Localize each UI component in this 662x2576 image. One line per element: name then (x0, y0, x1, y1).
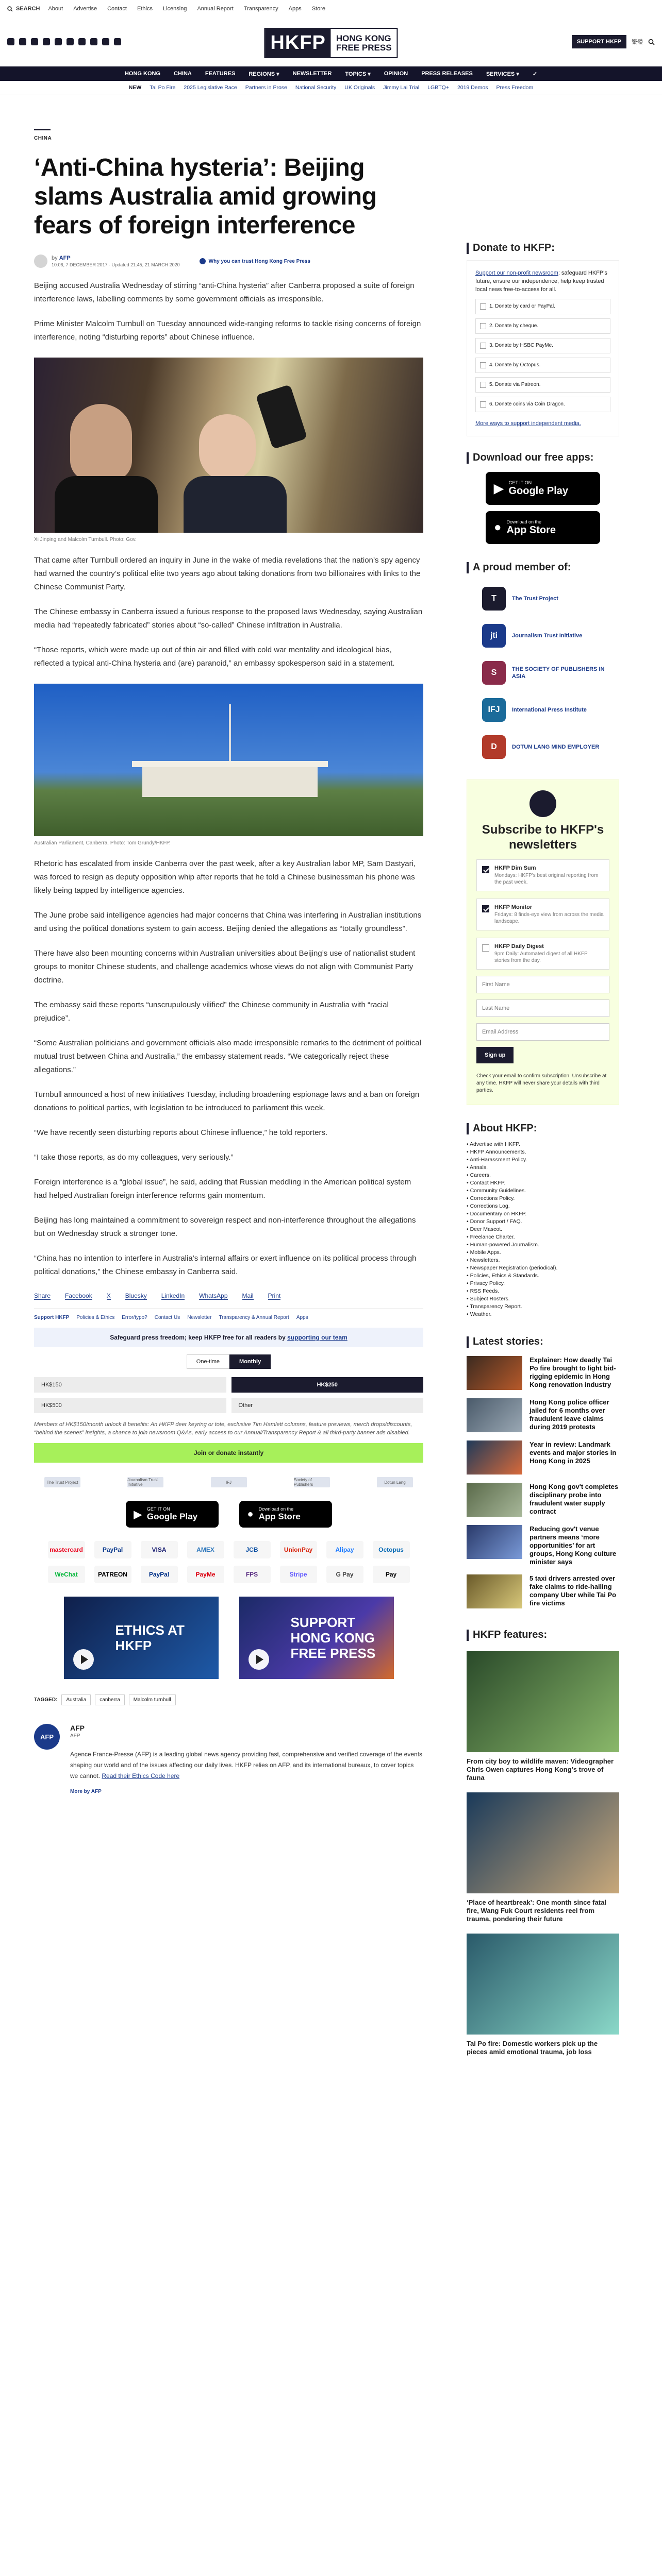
newsletter-option-text (494, 865, 604, 886)
util-link-about[interactable]: About (48, 6, 63, 12)
nav-item-9[interactable]: ✓ (532, 71, 538, 77)
donation-widget (34, 1354, 423, 1463)
ethics-video[interactable]: ETHICS AT HKFP (64, 1597, 219, 1679)
author-box-handle: AFP (70, 1733, 80, 1739)
member-badge-icon: jti (482, 624, 506, 648)
youtube-icon[interactable] (43, 38, 50, 45)
donate-heading: Donate to HKFP: (467, 242, 619, 254)
more-by-author-link[interactable]: More by AFP (70, 1789, 102, 1794)
play-store-icon: ▶ (134, 1509, 142, 1520)
nav-item-4[interactable]: NEWSLETTER (292, 71, 332, 77)
trending-link-4[interactable]: UK Originals (344, 84, 375, 91)
tags-row: TAGGED: Australia canberra Malcolm turnbull (34, 1694, 423, 1705)
newsletter-name: HKFP Monitor (494, 904, 533, 910)
checkbox-icon[interactable] (482, 866, 489, 873)
member-badge-icon: T (482, 587, 506, 611)
language-switch[interactable]: 繁體 (632, 39, 643, 45)
policy-link-2[interactable]: Error/typo? (122, 1315, 147, 1320)
category-label[interactable]: CHINA (34, 135, 52, 141)
partner-logo-3[interactable]: Society of Publishers (294, 1477, 330, 1487)
util-link-advertise[interactable]: Advertise (73, 6, 97, 12)
donate-option-0[interactable] (475, 299, 610, 314)
payment-7: Octopus (373, 1541, 410, 1558)
monthly-option[interactable]: Monthly (229, 1354, 271, 1369)
sidebar-apps (467, 472, 619, 544)
latest-story-2[interactable] (467, 1440, 619, 1475)
paragraph: Turnbull announced a host of new initiatives Tuesday, including broadening espionage laws and a ban on foreign donations to political parties, with legislation to be introduced to parliament this week. (34, 1090, 420, 1112)
section-rule (34, 129, 51, 130)
about-link-11[interactable]: • Deer Mascot. (467, 1226, 503, 1232)
story-thumbnail (467, 1574, 522, 1608)
donate-option-label: 6. Donate coins via Coin Dragon. (489, 401, 565, 407)
feature-image (467, 1651, 619, 1752)
person-shape (199, 414, 256, 481)
payment-10: PayPal (141, 1566, 178, 1583)
latest-story-4[interactable] (467, 1525, 619, 1566)
support-video[interactable]: SUPPORT HONG KONG FREE PRESS (239, 1597, 394, 1679)
feature-story-0[interactable] (467, 1651, 619, 1782)
newsletter-option-0[interactable] (476, 859, 609, 891)
image-caption: Xi Jinping and Malcolm Turnbull. Photo: Gov. (34, 537, 137, 543)
share-linkedin[interactable]: LinkedIn (161, 1292, 185, 1299)
feature-image (467, 1934, 619, 2035)
member-name: THE SOCIETY OF PUBLISHERS IN ASIA (511, 666, 605, 680)
linkedin-icon[interactable] (55, 38, 62, 45)
trending-link-8[interactable]: Press Freedom (496, 84, 534, 91)
about-link-10[interactable]: • Donor Support / FAQ. (467, 1218, 522, 1225)
telegram-icon[interactable] (102, 38, 109, 45)
donate-option-5[interactable] (475, 397, 610, 412)
about-link-14[interactable]: • Mobile Apps. (467, 1249, 501, 1256)
nav-item-5[interactable]: TOPICS ▾ (345, 71, 371, 77)
about-link-1[interactable]: • HKFP Announcements. (467, 1149, 526, 1155)
about-link-16[interactable]: • Newspaper Registration (periodical). (467, 1265, 558, 1271)
threads-icon[interactable] (67, 38, 74, 45)
share-x[interactable]: X (106, 1292, 111, 1299)
instagram-icon[interactable] (31, 38, 38, 45)
tag-0[interactable]: Australia (61, 1694, 91, 1705)
secondary-nav (0, 81, 662, 94)
proud-member-heading: A proud member of: (467, 562, 619, 573)
member-badge-icon: IFJ (482, 698, 506, 722)
person-shape (70, 404, 132, 481)
paragraph: The embassy said these reports “unscrupulously vilified” the Chinese community in Australia with “racial prejudice”. (34, 1001, 389, 1023)
feature-story-1[interactable] (467, 1792, 619, 1923)
join-donate-button[interactable]: Join or donate instantly (34, 1443, 423, 1463)
sidebar-app-store[interactable]: ● Download on the App Store (486, 511, 600, 544)
about-link-13[interactable]: • Human-powered Journalism. (467, 1242, 539, 1248)
nav-item-1[interactable]: CHINA (174, 71, 192, 77)
newsletter-icon (529, 790, 556, 817)
phone-shape (256, 384, 308, 449)
paragraph: That came after Turnbull ordered an inquiry in June in the wake of media revelations that the nation’s spy agency had warned the country’s political elite two years ago about taking donations from two billionaires with links to the Chinese Communist Party. (34, 556, 421, 591)
paragraph: Foreign interference is a “global issue”, he said, adding that Russian meddling in the American political system had helped Australian foreign interference reforms gain momentum. (34, 1178, 411, 1200)
donate-option-3[interactable] (475, 358, 610, 373)
policy-link-3[interactable]: Contact Us (154, 1315, 180, 1320)
story-title: Hong Kong gov't completes disciplinary probe into fraudulent water supply contract (529, 1483, 619, 1515)
policy-link-0[interactable]: Support HKFP (34, 1315, 70, 1320)
policy-link-5[interactable]: Transparency & Annual Report (219, 1315, 289, 1320)
about-link-5[interactable]: • Contact HKFP. (467, 1180, 506, 1186)
latest-story-1[interactable] (467, 1398, 619, 1432)
member-name: The Trust Project (512, 596, 558, 602)
amount-options (34, 1377, 423, 1413)
about-link-12[interactable]: • Freelance Charter. (467, 1234, 515, 1240)
paragraph: “Those reports, which were made up out of thin air and filled with cold war mentality and ideological bias, reflected a typical anti-China hysteria and (are) paranoid,” an embassy spokesperson said in a statement. (34, 646, 395, 668)
about-link-17[interactable]: • Policies, Ethics & Standards. (467, 1273, 539, 1279)
first-name-input[interactable]: First Name (476, 976, 609, 993)
about-link-8[interactable]: • Corrections Log. (467, 1203, 510, 1209)
checkbox-icon (480, 343, 486, 349)
share-mail[interactable]: Mail (242, 1292, 254, 1299)
paragraph: “China has no intention to interfere in Australia’s internal affairs or exert influence on its political process through political donations,” the Chinese embassy in Canberra said. (34, 1254, 417, 1276)
apple-icon: ● (494, 520, 502, 534)
paragraph: The June probe said intelligence agencies had major concerns that China was interfering in Australian institutions and using the political donations system to gain access. Beijing denied the allegations as “totally groundless”. (34, 911, 422, 933)
checkbox-icon (480, 401, 486, 408)
member-badge-icon: D (482, 735, 506, 759)
play-icon[interactable] (73, 1649, 94, 1670)
author-link[interactable]: AFP (59, 255, 71, 261)
trending-link-0[interactable]: Tai Po Fire (150, 84, 176, 91)
story-title: Hong Kong police officer jailed for 6 months over fraudulent leave claims during 2019 protests (529, 1398, 609, 1431)
about-link-15[interactable]: • Newsletters. (467, 1257, 500, 1263)
apple-icon: ● (247, 1508, 254, 1520)
about-link-0[interactable]: • Advertise with HKFP. (467, 1141, 520, 1147)
policy-link-4[interactable]: Newsletter (187, 1315, 212, 1320)
feature-title: Tai Po fire: Domestic workers pick up the pieces amid emotional trauma, job loss (467, 2040, 598, 2056)
payment-3: AMEX (187, 1541, 224, 1558)
partner-logo-0[interactable]: The Trust Project (44, 1477, 80, 1487)
nav-item-2[interactable]: FEATURES (205, 71, 236, 77)
nav-item-7[interactable]: PRESS RELEASES (421, 71, 473, 77)
trending-link-5[interactable]: Jimmy Lai Trial (383, 84, 420, 91)
checkbox-icon[interactable] (482, 905, 489, 912)
share-facebook[interactable]: Facebook (65, 1292, 92, 1299)
paragraph: Prime Minister Malcolm Turnbull on Tuesday announced wide-ranging reforms to tackle rising concerns of foreign interference, noting “disturbing reports” about Chinese influence. (34, 319, 421, 342)
site-logo[interactable] (264, 28, 398, 58)
newsletter-desc: Mondays: HKFP's best original reporting from the past week. (494, 873, 599, 885)
newsletter-title: Subscribe to HKFP's newsletters (482, 823, 604, 852)
about-link-18[interactable]: • Privacy Policy. (467, 1280, 505, 1286)
checkbox-icon (480, 382, 486, 388)
payment-4: JCB (234, 1541, 271, 1558)
last-name-input[interactable]: Last Name (476, 999, 609, 1017)
newsletter-name: HKFP Dim Sum (494, 865, 536, 871)
trust-icon (200, 258, 206, 264)
trust-link[interactable]: Why you can trust Hong Kong Free Press (200, 258, 310, 264)
member-name: DOTUN LANG MIND EMPLOYER (512, 744, 600, 750)
donate-option-label: 4. Donate by Octopus. (489, 362, 541, 368)
about-link-21[interactable]: • Transparency Report. (467, 1303, 522, 1310)
util-link-transparency[interactable]: Transparency (243, 6, 278, 12)
apps-heading: Download our free apps: (467, 452, 619, 464)
checkbox-icon (480, 323, 486, 329)
top-search-button[interactable]: SEARCH (7, 6, 40, 12)
tag-2[interactable]: Malcolm turnbull (129, 1694, 176, 1705)
search-icon (7, 6, 13, 12)
signup-button[interactable]: Sign up (476, 1047, 514, 1063)
newsletter-desc: Fridays: 8 finds-eye view from across the media landscape. (494, 912, 604, 924)
story-thumbnail (467, 1525, 522, 1559)
nav-item-6[interactable]: OPINION (384, 71, 408, 77)
member-3[interactable] (467, 698, 619, 722)
about-link-9[interactable]: • Documentary on HKFP. (467, 1211, 527, 1217)
article (34, 129, 423, 1794)
latest-story-0[interactable] (467, 1356, 619, 1390)
amount-150[interactable]: HK$150 (34, 1377, 226, 1393)
email-input[interactable]: Email Address (476, 1023, 609, 1041)
mastodon-icon[interactable] (90, 38, 97, 45)
amount-500[interactable]: HK$500 (34, 1398, 226, 1413)
member-0[interactable] (467, 587, 619, 611)
suit-shape (184, 476, 287, 533)
about-link-7[interactable]: • Corrections Policy. (467, 1195, 515, 1201)
nav-item-8[interactable]: SERVICES ▾ (486, 71, 519, 77)
tag-1[interactable]: canberra (95, 1694, 124, 1705)
payment-8: WeChat (48, 1566, 85, 1583)
logo-wordmark: HKFP (265, 29, 330, 57)
about-link-20[interactable]: • Subject Rosters. (467, 1296, 510, 1302)
feature-title: From city boy to wildlife maven: Videographer Chris Owen captures Hong Kong’s trove of fauna (467, 1757, 614, 1782)
story-thumbnail (467, 1398, 522, 1432)
newsletter-option-text (494, 943, 604, 964)
donate-option-1[interactable] (475, 318, 610, 334)
checkbox-icon (480, 362, 486, 368)
parliament-photo (34, 684, 423, 836)
member-badge-icon: S (482, 661, 506, 685)
newsletter-box (467, 779, 619, 1105)
roof-shape (132, 761, 328, 767)
payment-6: Alipay (326, 1541, 363, 1558)
about-link-22[interactable]: • Weather. (467, 1311, 492, 1317)
author-box-avatar[interactable]: AFP (34, 1724, 60, 1750)
policy-link-6[interactable]: Apps (296, 1315, 308, 1320)
nav-item-0[interactable]: HONG KONG (124, 71, 160, 77)
trending-link-2[interactable]: Partners in Prose (245, 84, 287, 91)
sidebar (467, 242, 619, 2056)
paragraph: There have also been mounting concerns within Australian universities about Beijing’s use of nationalist student groups to monitor Chinese students, and challenge academics whose views do not align with Communist Party doctrine. (34, 949, 416, 985)
share-bluesky[interactable]: Bluesky (125, 1292, 147, 1299)
x-icon[interactable] (19, 38, 26, 45)
donate-option-label: 2. Donate by cheque. (489, 323, 539, 329)
payment-11: PayMe (187, 1566, 224, 1583)
util-link-annual-report[interactable]: Annual Report (197, 6, 234, 12)
util-link-store[interactable]: Store (311, 6, 325, 12)
checkbox-icon (480, 303, 486, 310)
play-store-icon: ▶ (494, 481, 504, 496)
play-icon[interactable] (249, 1649, 269, 1670)
story-title: Year in review: Landmark events and major stories in Hong Kong in 2025 (529, 1440, 617, 1465)
newsletter-name: HKFP Daily Digest (494, 943, 544, 950)
frequency-toggle (34, 1354, 423, 1369)
bluesky-icon[interactable] (78, 38, 86, 45)
partner-logo-2[interactable]: IFJ (211, 1477, 247, 1487)
newsletter-note: Check your email to confirm subscription. Unsubscribe at any time. HKFP will never share your details with third parties. (476, 1073, 607, 1093)
trending-link-1[interactable]: 2025 Legislative Race (184, 84, 237, 91)
trending-link-7[interactable]: 2019 Demos (457, 84, 488, 91)
newsletter-option-2[interactable] (476, 938, 609, 970)
donate-box: Support our non-profit newsroom: safeguard HKFP's future, ensure our independence, help keep trusted local news free-to-access for all. 1. Donate by card or PayPal. 2. Donate by cheque. 3. Donate by HSBC PayMe. 4. Donate by Octopus. 5. Donate via Patreon. 6. Donate coins via Coin Dragon. More ways to support independent media. (467, 260, 619, 436)
amount-250[interactable]: HK$250 (231, 1377, 424, 1393)
paragraph: The Chinese embassy in Canberra issued a furious response to the proposed laws Wednesday, saying Australian media had “repeatedly fabricated” stories about “so-called” Chinese infiltration in Australia. (34, 607, 423, 630)
author-box-name[interactable]: AFP (70, 1724, 85, 1732)
google-play-button[interactable]: ▶ GET IT ON Google Play (126, 1501, 219, 1528)
app-store-button[interactable]: ● Download on the App Store (239, 1501, 332, 1528)
payment-1: PayPal (94, 1541, 131, 1558)
member-name: Journalism Trust Initiative (512, 633, 583, 639)
payment-14: G Pay (326, 1566, 363, 1583)
payment-12: FPS (234, 1566, 271, 1583)
payment-15: Pay (373, 1566, 410, 1583)
policy-links (34, 1308, 423, 1320)
amount-other[interactable]: Other (231, 1398, 424, 1413)
story-title: Reducing gov't venue partners means ‘more opportunities’ for art groups, Hong Kong culture minister says (529, 1525, 617, 1566)
member-name: International Press Institute (512, 707, 587, 713)
story-thumbnail (467, 1483, 522, 1517)
sidebar-google-play[interactable]: ▶ GET IT ON Google Play (486, 472, 600, 505)
donate-option-2[interactable] (475, 338, 610, 353)
more-ways-link[interactable]: More ways to support independent media. (475, 420, 581, 427)
share-print[interactable]: Print (268, 1292, 281, 1299)
utility-bar (0, 0, 662, 18)
latest-story-5[interactable] (467, 1574, 619, 1608)
xi-turnbull-photo (34, 358, 423, 533)
nonprofit-link[interactable]: Support our non-profit newsroom (475, 270, 558, 276)
facebook-icon[interactable] (7, 38, 14, 45)
newsletter-option-1[interactable] (476, 899, 609, 930)
suit-shape (55, 476, 158, 533)
image-caption: Australian Parliament, Canberra. Photo: Tom Grundy/HKFP. (34, 840, 171, 846)
flagpole-shape (229, 704, 231, 766)
one-time-option[interactable]: One-time (187, 1354, 229, 1369)
feature-story-2[interactable] (467, 1934, 619, 2056)
rss-icon[interactable] (114, 38, 121, 45)
byline: by AFP 10:06, 7 DECEMBER 2017 · Updated 21:45, 21 MARCH 2020 Why you can trust Hong Kong Free Press (34, 255, 423, 268)
site-header (0, 18, 662, 66)
newsletter-desc: 9pm Daily: Automated digest of all HKFP stories from the day. (494, 951, 588, 963)
payment-5: UnionPay (280, 1541, 317, 1558)
story-title: 5 taxi drivers arrested over fake claims to ride-hailing company Uber while Tai Po fire victims (529, 1574, 617, 1607)
author-box (34, 1724, 423, 1794)
feature-image (467, 1792, 619, 1893)
donate-option-4[interactable] (475, 377, 610, 393)
latest-heading: Latest stories: (467, 1336, 619, 1348)
donate-option-label: 5. Donate via Patreon. (489, 382, 541, 387)
story-thumbnail (467, 1356, 522, 1390)
about-link-4[interactable]: • Careers. (467, 1172, 491, 1178)
story-thumbnail (467, 1440, 522, 1475)
header-search-icon[interactable] (648, 39, 655, 45)
util-link-ethics[interactable]: Ethics (137, 6, 153, 12)
new-label: NEW (128, 84, 142, 91)
payment-13: Stripe (280, 1566, 317, 1583)
ethics-code-link[interactable]: Read their Ethics Code here (102, 1772, 180, 1780)
newsletter-option-text (494, 904, 604, 925)
paragraph: Rhetoric has escalated from inside Canberra over the past week, after a key Australian labor MP, Sam Dastyari, was forced to resign as deputy opposition whip after reports that he told a Chinese businessman his phone was likely being tapped by intelligence agencies. (34, 859, 416, 895)
support-hkfp-button[interactable]: SUPPORT HKFP (572, 35, 626, 48)
member-1[interactable] (467, 624, 619, 648)
policy-link-1[interactable]: Policies & Ethics (76, 1315, 115, 1320)
paragraph: “Some Australian politicians and government officials also made irresponsible remarks to the detriment of political mutual trust between China and Australia,” the embassy statement reads. “We categorically reject these allegations.” (34, 1039, 421, 1074)
partner-logos (34, 1477, 423, 1487)
donate-option-label: 1. Donate by card or PayPal. (489, 303, 555, 309)
nav-item-3[interactable]: REGIONS ▾ (249, 71, 279, 77)
trending-link-6[interactable]: LGBTQ+ (427, 84, 449, 91)
about-link-19[interactable]: • RSS Feeds. (467, 1288, 500, 1294)
publish-date: 10:06, 7 DECEMBER 2017 · Updated 21:45, 21 MARCH 2020 (52, 262, 180, 267)
member-2[interactable] (467, 661, 619, 685)
app-download-row (34, 1501, 423, 1528)
share-share[interactable]: Share (34, 1292, 51, 1299)
primary-nav (0, 66, 662, 81)
partner-logo-1[interactable]: Journalism Trust Initiative (127, 1477, 163, 1487)
donate-option-label: 3. Donate by HSBC PayMe. (489, 343, 553, 348)
about-links (467, 1141, 619, 1318)
checkbox-icon[interactable] (482, 944, 489, 952)
paragraph: Beijing has long maintained a commitment to sovereign respect and non-interference throughout the allegations but on Wednesday struck a stronger tone. (34, 1216, 416, 1238)
payment-2: VISA (141, 1541, 178, 1558)
support-team-link[interactable]: supporting our team (287, 1334, 347, 1341)
utility-links (48, 6, 655, 12)
latest-story-3[interactable] (467, 1483, 619, 1517)
util-link-apps[interactable]: Apps (288, 6, 302, 12)
partner-logo-4[interactable]: Dotun Lang (377, 1477, 413, 1487)
logo-subtitle: HONG KONG FREE PRESS (336, 33, 392, 53)
article-headline: ‘Anti-China hysteria’: Beijing slams Australia amid growing fears of foreign interference (34, 154, 377, 239)
paragraph: “I take those reports, as do my colleagues, very seriously.” (34, 1153, 234, 1162)
payment-9: PATREON (94, 1566, 131, 1583)
payment-0: mastercard (48, 1541, 85, 1558)
member-4[interactable] (467, 735, 619, 759)
share-whatsapp[interactable]: WhatsApp (199, 1292, 228, 1299)
paragraph: Beijing accused Australia Wednesday of stirring “anti-China hysteria” after Canberra proposed a suite of foreign interference laws, labelling comments by some government officials as irresponsible. (34, 281, 415, 303)
members-note: Members of HK$150/month unlock 8 benefits: An HKFP deer keyring or tote, exclusive Tim Hamlett columns, feature previews, merch drops/discounts, “behind the scenes” insights, a chance to join newsroom Q&As, early access to our Annual/Transparency Report & all third-party banner ads disabled. (34, 1421, 412, 1436)
util-link-contact[interactable]: Contact (107, 6, 127, 12)
about-link-2[interactable]: • Anti-Harassment Policy. (467, 1157, 527, 1163)
about-heading: About HKFP: (467, 1123, 619, 1134)
paragraph: “We have recently seen disturbing reports about Chinese influence,” he told reporters. (34, 1128, 328, 1137)
author-bio: Agence France-Presse (AFP) is a leading global news agency providing fast, comprehensive and verified coverage of the events shaping our world and of the issues affecting our daily lives. HKFP relies on AFP, and its international bureaux, to cover topics we cannot. Read their Ethics Code here (70, 1751, 423, 1780)
payment-methods (34, 1541, 423, 1583)
building-shape (142, 766, 318, 797)
share-bar (34, 1292, 423, 1300)
features-heading: HKFP features: (467, 1629, 619, 1641)
feature-title: ‘Place of heartbreak’: One month since fatal fire, Wang Fuk Court residents reel from trauma, pondering their future (467, 1899, 606, 1923)
promo-videos (34, 1597, 423, 1679)
about-link-6[interactable]: • Community Guidelines. (467, 1188, 526, 1194)
trending-link-3[interactable]: National Security (295, 84, 337, 91)
about-link-3[interactable]: • Annals. (467, 1164, 488, 1171)
safeguard-banner: Safeguard press freedom; keep HKFP free for all readers by supporting our team (34, 1328, 423, 1347)
story-title: Explainer: How deadly Tai Po fire brought to light bid-rigging epidemic in Hong Kong renovation industry (529, 1356, 616, 1388)
author-avatar (34, 255, 47, 268)
util-link-licensing[interactable]: Licensing (162, 6, 187, 12)
